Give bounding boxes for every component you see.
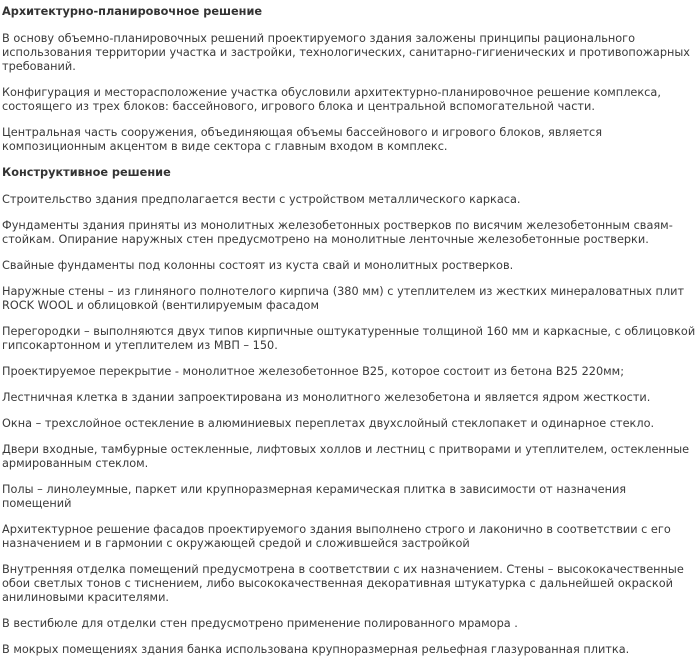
paragraph: Перегородки – выполняются двух типов кирпичные оштукатуренные толщиной 160 мм и каркасные, с облицовкой гипсокартонном и утеплителем из МВП – 150. — [2, 325, 696, 352]
document-body — [2, 5, 698, 669]
section-heading-construction: Конструктивное решение — [2, 166, 171, 179]
section-heading-architecture: Архитектурно-планировочное решение — [2, 5, 263, 18]
paragraph: Окна – трехслойное остекление в алюминиевых переплетах двухслойный стеклопакет и одинарное стекло. — [2, 417, 655, 430]
paragraph: В мокрых помещениях здания банка использована крупноразмерная рельефная глазурованная плитка. — [2, 643, 630, 656]
paragraph: В вестибюле для отделки стен предусмотрено применение полированного мрамора . — [2, 617, 518, 630]
paragraph: Проектируемое перекрытие - монолитное железобетонное В25, которое состоит из бетона В25 220мм; — [2, 365, 624, 378]
paragraph: Полы – линолеумные, паркет или крупноразмерная керамическая плитка в зависимости от назначения помещений — [2, 483, 627, 510]
paragraph: Конфигурация и месторасположение участка обусловили архитектурно-планировочное решение комплекса, состоящего из трех блоков: бассейнового, игрового блока и центральной вспомогательной части. — [2, 86, 661, 113]
paragraph: Центральная часть сооружения, объединяющая объемы бассейнового и игрового блоков, является композиционным акцентом в виде сектора с главным входом в комплекс. — [2, 126, 603, 153]
paragraph: В основу объемно-планировочных решений проектируемого здания заложены принципы рационального использования территории участка и застройки, технологических, санитарно-гигиенических и противопожарных требований. — [2, 32, 690, 73]
paragraph: Строительство здания предполагается вести с устройством металлического каркаса. — [2, 193, 521, 206]
paragraph: Двери входные, тамбурные остекленные, лифтовых холлов и лестниц с притворами и утеплителем, остекленные армированным стеклом. — [2, 443, 690, 470]
paragraph: Фундаменты здания приняты из монолитных железобетонных ростверков по висячим железобетонным сваям-стойкам. Опирание наружных стен предусмотрено на монолитные ленточные железобетонные ростверки. — [2, 219, 673, 246]
paragraph: Внутренняя отделка помещений предусмотрена в соответствии с их назначением. Стены – высококачественные обои светлых тонов с тиснением, либо высококачественная декоративная штукатурка с дальнейшей окраской анилиновыми красителями. — [2, 563, 684, 604]
paragraph: Наружные стены – из глиняного полнотелого кирпича (380 мм) с утеплителем из жестких минераловатных плит ROCK WOOL и облицовкой (вентилируемым фасадом — [2, 285, 685, 312]
paragraph: Архитектурное решение фасадов проектируемого здания выполнено строго и лаконично в соответствии с его назначением и в гармонии с окружающей средой и сложившейся застройкой — [2, 523, 671, 550]
paragraph: Свайные фундаменты под колонны состоят из куста свай и монолитных ростверков. — [2, 259, 514, 272]
paragraph: Лестничная клетка в здании запроектирована из монолитного железобетона и является ядром жесткости. — [2, 391, 651, 404]
